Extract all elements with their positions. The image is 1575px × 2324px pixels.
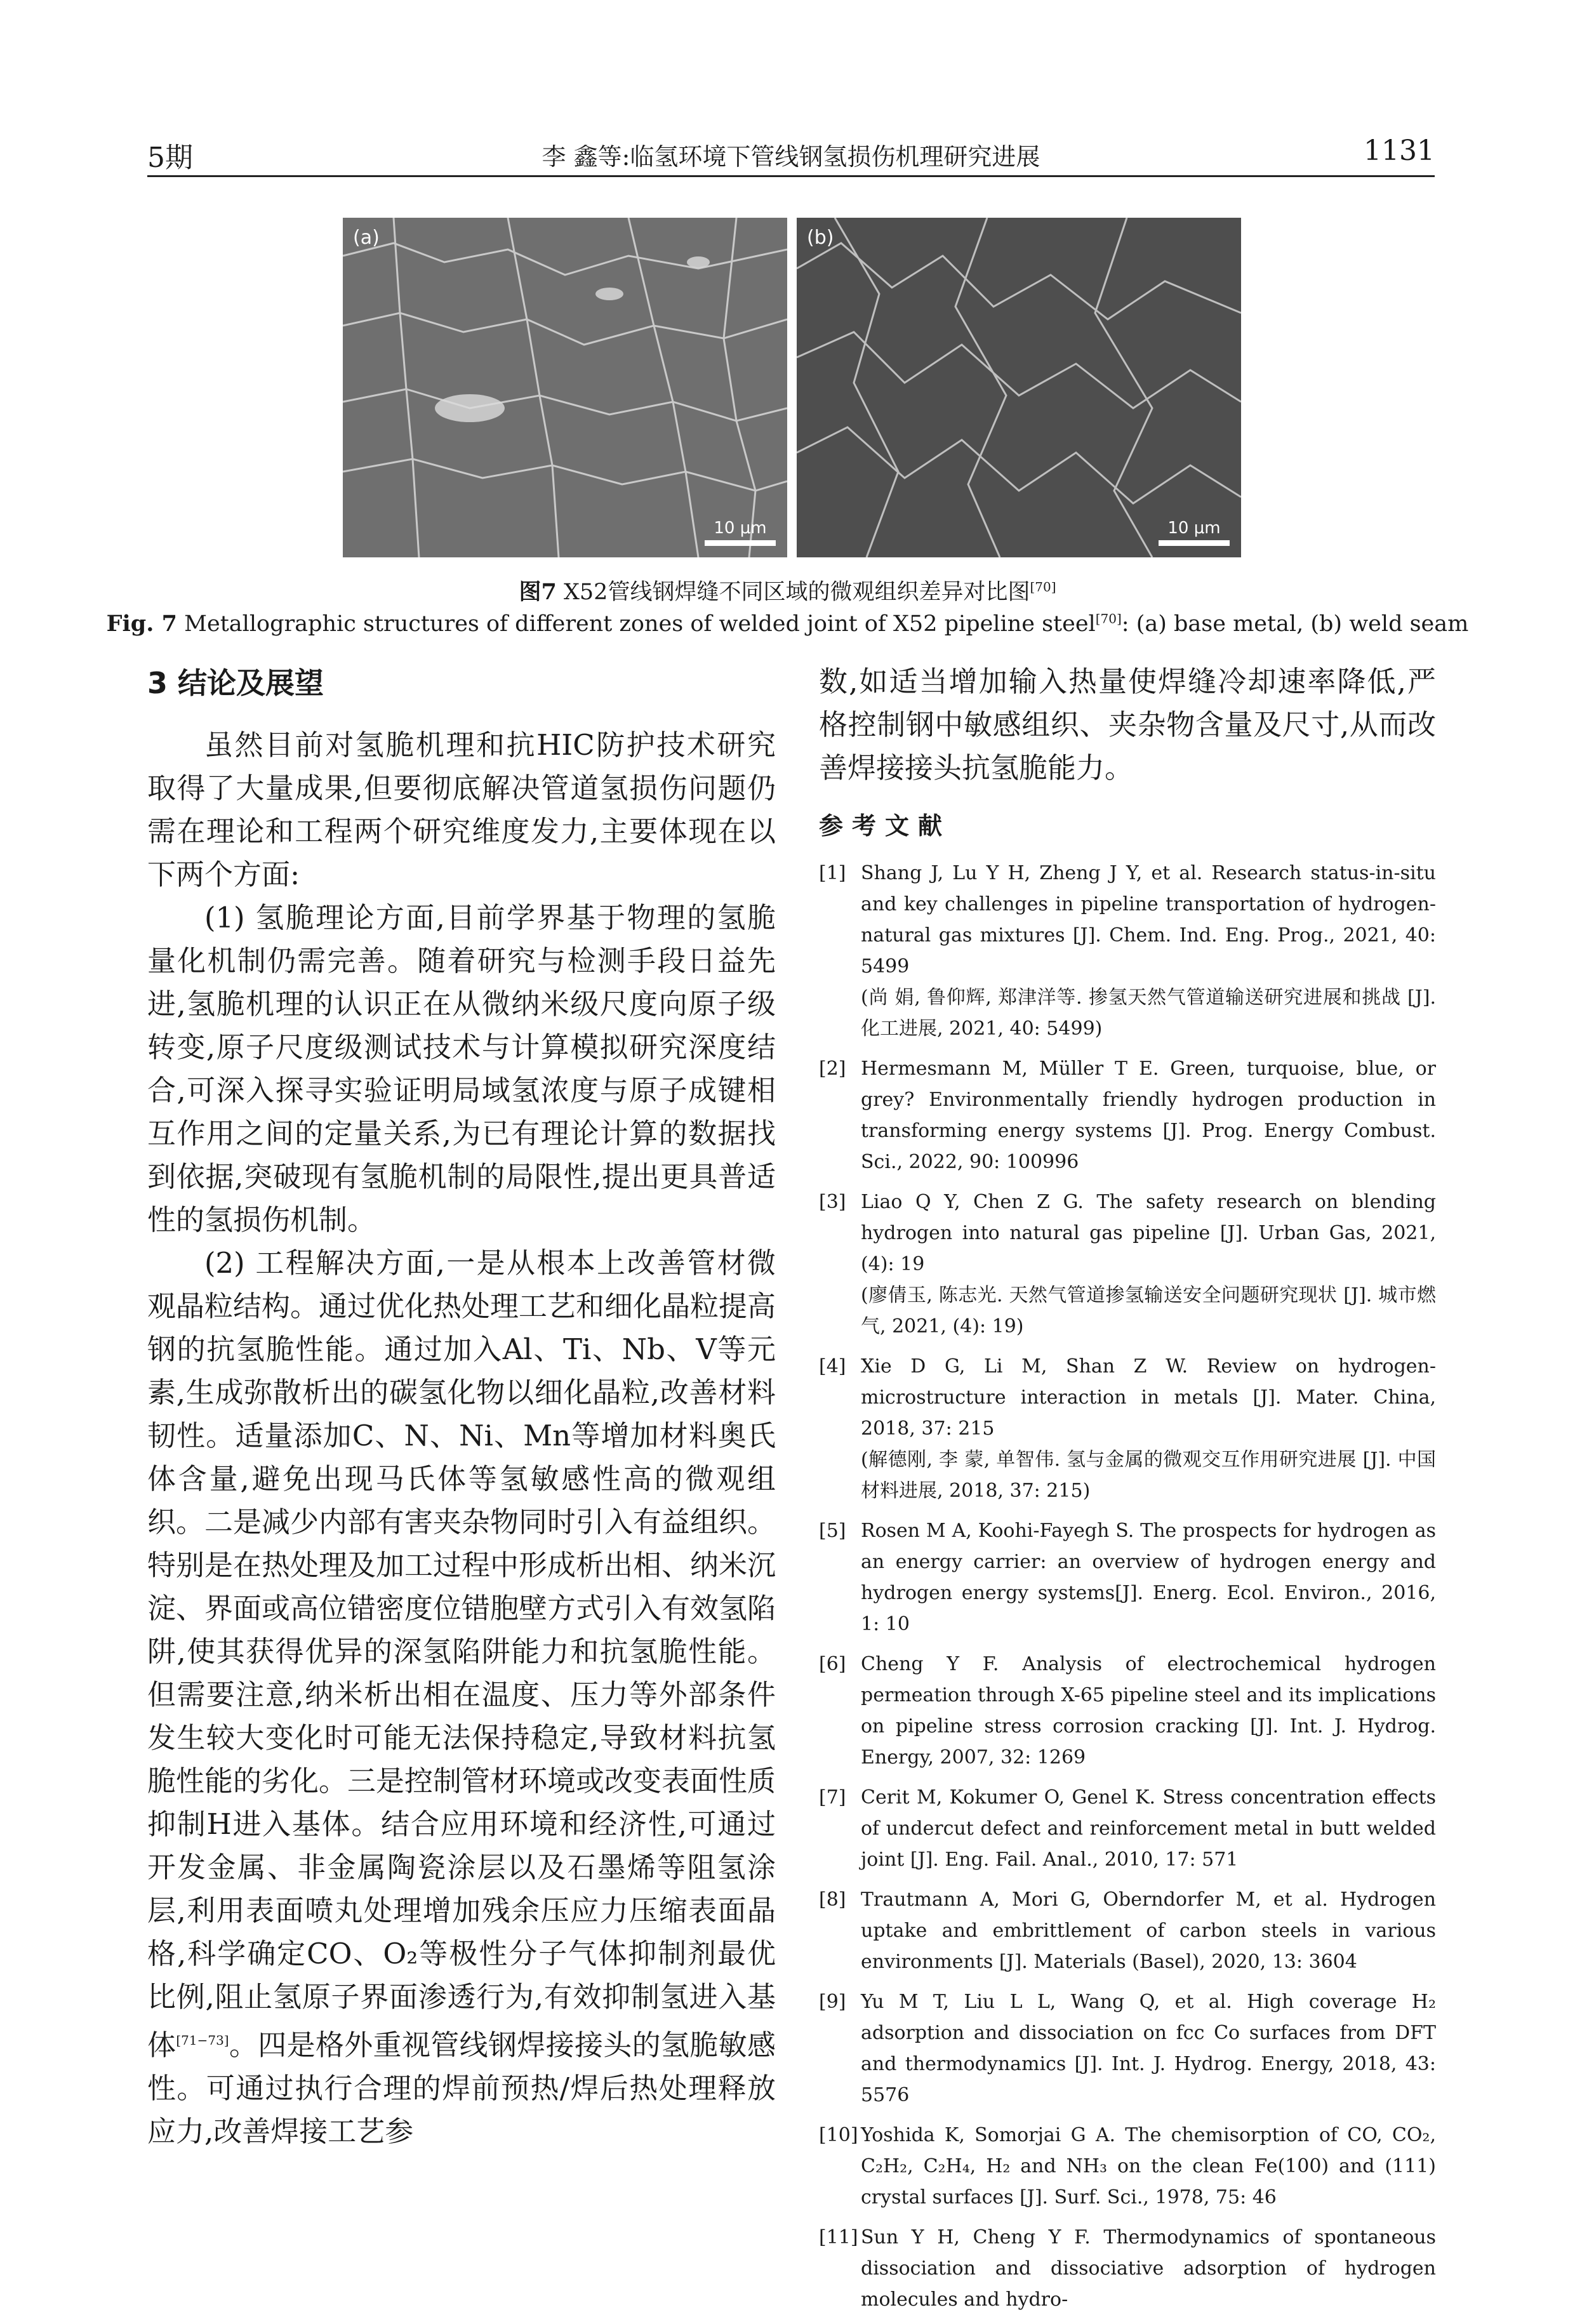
reference-item — [819, 1351, 1436, 1506]
paragraph-3-part1: (2) 工程解决方面,一是从根本上改善管材微观晶粒结构。通过优化热处理工艺和细化晶粒提高钢的抗氢脆性能。通过加入Al、Ti、Nb、V等元素,生成弥散析出的碳氢化物以细化晶粒,改善材料韧性。适量添加C、N、Ni、Mn等增加材料奥氏体含量,避免出现马氏体等氢敏感性高的微观组织。二是减少内部有害夹杂物同时引入有益组织。特别是在热处理及加工过程中形成析出相、纳米沉淀、界面或高位错密度位错胞壁方式引入有效氢陷阱,使其获得优异的深氢陷阱能力和抗氢脆性能。但需要注意,纳米析出相在温度、压力等外部条件发生较大变化时可能无法保持稳定,导致材料抗氢脆性能的劣化。三是控制管材环境或改变表面性质抑制H进入基体。结合应用环境和经济性,可通过开发金属、非金属陶瓷涂层以及石墨烯等阻氢涂层,利用表面喷丸处理增加残余压应力压缩表面晶格,科学确定CO、O₂等极性分子气体抑制剂最优比例,阻止氢原子界面渗透行为,有效抑制氢进入基体 — [147, 1246, 776, 2062]
paragraph-3-part2: 。四是格外重视管线钢焊接接头的氢脆敏感性。可通过执行合理的焊前预热/焊后热处理释放应力,改善焊接工艺参 — [147, 2028, 776, 2148]
reference-number: [3] — [819, 1191, 846, 1213]
reference-text: Hermesmann M, Müller T E. Green, turquoise, blue, or grey? Environmentally friendly hydrogen production in transforming energy systems [J]. Prog. Energy Combust. Sci., 2022, 90: 100996 — [861, 1058, 1436, 1173]
right-column — [819, 660, 1436, 2324]
figure-7 — [343, 218, 1241, 557]
reference-text-cn: (解德刚, 李 蒙, 单智伟. 氢与金属的微观交互作用研究进展 [J]. 中国材料进展, 2018, 37: 215) — [861, 1449, 1436, 1502]
scale-bar-a — [705, 519, 776, 546]
reference-text: Shang J, Lu Y H, Zheng J Y, et al. Research status-in-situ and key challenges in pipeline transportation of hydrogen-natural gas mixtures [J]. Chem. Ind. Eng. Prog., 2021, 40: 5499 — [861, 862, 1436, 978]
figure-caption-cn — [0, 574, 1575, 606]
reference-number: [7] — [819, 1786, 846, 1809]
caption-cn-label: 图7 — [519, 579, 557, 605]
scale-bar-b — [1159, 519, 1230, 546]
paragraph-1: 虽然目前对氢脆机理和抗HIC防护技术研究取得了大量成果,但要彻底解决管道氢损伤问题仍需在理论和工程两个研究维度发力,主要体现在以下两个方面: — [147, 728, 776, 891]
micrograph-b-texture — [797, 218, 1241, 557]
reference-text: Sun Y H, Cheng Y F. Thermodynamics of spontaneous dissociation and dissociative adsorption of hydrogen molecules and hydro- — [861, 2226, 1436, 2311]
reference-text: Trautmann A, Mori G, Oberndorfer M, et al. Hydrogen uptake and embrittlement of carbon steels in various environments [J]. Materials (Basel), 2020, 13: 3604 — [861, 1889, 1436, 1973]
panel-b-label: (b) — [807, 227, 834, 249]
caption-cn-ref: [70] — [1030, 579, 1056, 595]
paragraph-3-citation: [71−73] — [176, 2033, 229, 2048]
panel-a-label: (a) — [353, 227, 380, 249]
reference-list — [819, 858, 1436, 2315]
reference-number: [5] — [819, 1520, 846, 1542]
micrograph-a-texture — [343, 218, 787, 557]
reference-text: Xie D G, Li M, Shan Z W. Review on hydrogen-microstructure interaction in metals [J]. Mater. China, 2018, 37: 215 — [861, 1355, 1436, 1440]
reference-item — [819, 858, 1436, 1044]
reference-text: Yoshida K, Somorjai G A. The chemisorption of CO, CO₂, C₂H₂, C₂H₄, H₂ and NH₃ on the clean Fe(100) and (111) crystal surfaces [J]. Surf. Sci., 1978, 75: 46 — [861, 2124, 1436, 2208]
reference-text: Cheng Y F. Analysis of electrochemical hydrogen permeation through X-65 pipeline steel and its implications on pipeline stress corrosion cracking [J]. Int. J. Hydrog. Energy, 2007, 32: 1269 — [861, 1653, 1436, 1769]
figure-caption-en — [0, 611, 1575, 637]
left-column — [147, 660, 776, 2153]
reference-item — [819, 1884, 1436, 1977]
section-title: 3 结论及展望 — [147, 666, 324, 700]
paragraph-3-continued: 数,如适当增加输入热量使焊缝冷却速率降低,严格控制钢中敏感组织、夹杂物含量及尺寸,从而改善焊接接头抗氢脆能力。 — [819, 665, 1436, 785]
running-header — [147, 133, 1435, 177]
reference-number: [6] — [819, 1653, 846, 1675]
scale-bar-a-text: 10 μm — [714, 519, 767, 538]
reference-item — [819, 2120, 1436, 2213]
reference-item — [819, 1782, 1436, 1875]
reference-item — [819, 1053, 1436, 1178]
reference-item — [819, 1986, 1436, 2111]
reference-item — [819, 1515, 1436, 1640]
paragraph-3 — [147, 1242, 776, 2153]
reference-number: [9] — [819, 1991, 846, 2013]
paragraph-2: (1) 氢脆理论方面,目前学界基于物理的氢脆量化机制仍需完善。随着研究与检测手段日益先进,氢脆机理的认识正在从微纳米级尺度向原子级转变,原子尺度级测试技术与计算模拟研究深度结合,可深入探寻实验证明局域氢浓度与原子成键相互作用之间的定量关系,为已有理论计算的数据找到依据,突破现有氢脆机制的局限性,提出更具普适性的氢损伤机制。 — [147, 901, 776, 1237]
reference-item — [819, 2222, 1436, 2315]
reference-text: Liao Q Y, Chen Z G. The safety research on blending hydrogen into natural gas pipeline [J]. Urban Gas, 2021, (4): 19 — [861, 1191, 1436, 1275]
reference-item — [819, 1649, 1436, 1773]
scale-bar-b-text: 10 μm — [1167, 519, 1221, 538]
references-title: 参考文献 — [819, 812, 952, 840]
caption-en-tail: : (a) base metal, (b) weld seam — [1121, 611, 1469, 637]
reference-text: Yu M T, Liu L L, Wang Q, et al. High coverage H₂ adsorption and dissociation on fcc Co surfaces from DFT and thermodynamics [J]. Int. J. Hydrog. Energy, 2018, 43: 5576 — [861, 1991, 1436, 2106]
reference-number: [2] — [819, 1058, 846, 1080]
running-title: 李 鑫等:临氢环境下管线钢氢损伤机理研究进展 — [542, 143, 1040, 171]
reference-number: [4] — [819, 1355, 846, 1378]
reference-text: Rosen M A, Koohi-Fayegh S. The prospects for hydrogen as an energy carrier: an overview of hydrogen energy and hydrogen energy systems[J]. Energ. Ecol. Environ., 2016, 1: 10 — [861, 1520, 1436, 1635]
page-number: 1131 — [1364, 135, 1435, 167]
reference-text: Cerit M, Kokumer O, Genel K. Stress concentration effects of undercut defect and reinforcement metal in butt welded joint [J]. Eng. Fail. Anal., 2010, 17: 571 — [861, 1786, 1436, 1871]
reference-number: [10] — [819, 2124, 858, 2146]
caption-en-ref: [70] — [1095, 611, 1122, 627]
issue-number: 5期 — [147, 142, 193, 174]
micrograph-weld-seam — [797, 218, 1241, 557]
caption-en-text: Metallographic structures of different zones of welded joint of X52 pipeline steel — [184, 611, 1096, 637]
reference-number: [1] — [819, 862, 846, 884]
reference-text-cn: (尚 娟, 鲁仰辉, 郑津洋等. 掺氢天然气管道输送研究进展和挑战 [J]. 化工进展, 2021, 40: 5499) — [861, 986, 1436, 1040]
caption-cn-text: X52管线钢焊缝不同区域的微观组织差异对比图 — [563, 580, 1030, 605]
reference-number: [11] — [819, 2226, 858, 2248]
micrograph-base-metal — [343, 218, 787, 557]
reference-text-cn: (廖倩玉, 陈志光. 天然气管道掺氢输送安全问题研究现状 [J]. 城市燃气, 2021, (4): 19) — [861, 1284, 1436, 1338]
caption-en-label: Fig. 7 — [106, 611, 177, 637]
reference-item — [819, 1186, 1436, 1342]
reference-number: [8] — [819, 1889, 846, 1911]
